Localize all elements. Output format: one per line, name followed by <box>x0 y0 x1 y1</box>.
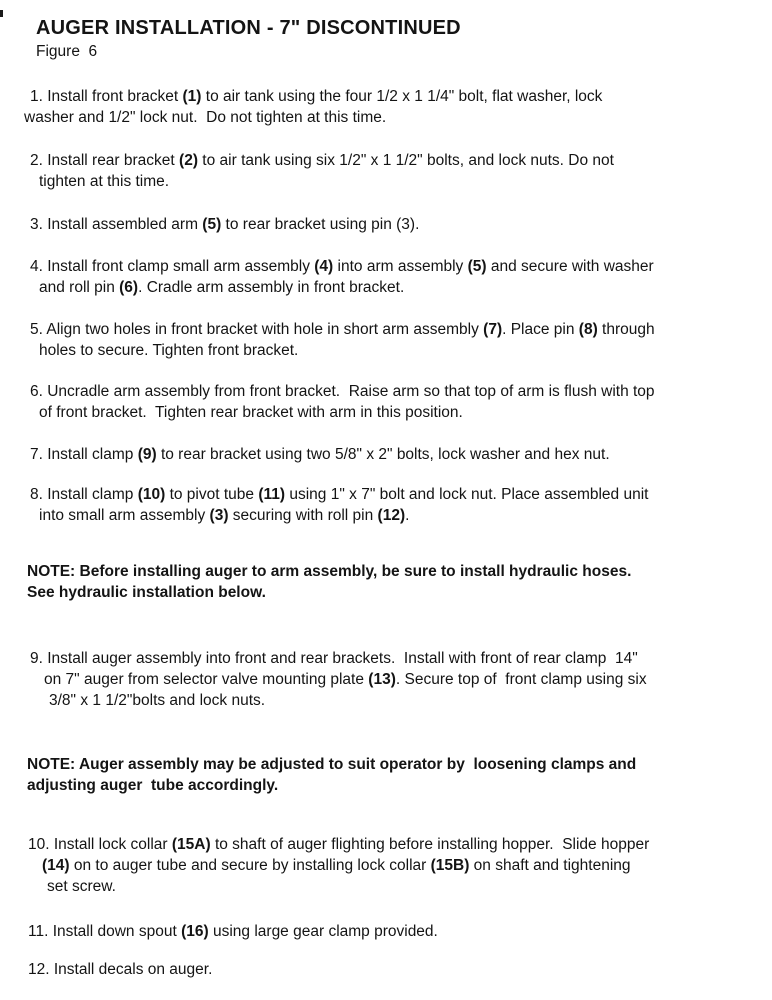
step-10-line: 10. Install lock collar (15A) to shaft of auger flighting before installing hopper. Slide hopper <box>28 836 650 853</box>
note-adjust-clamps-line: NOTE: Auger assembly may be adjusted to suit operator by loosening clamps and <box>27 756 637 773</box>
step-1 <box>24 86 746 128</box>
note-adjust-clamps-line: adjusting auger tube accordingly. <box>27 777 279 794</box>
step-9 <box>30 648 746 711</box>
step-7 <box>30 444 746 465</box>
step-11-line: 11. Install down spout (16) using large gear clamp provided. <box>28 923 438 940</box>
step-7-line: 7. Install clamp (9) to rear bracket using two 5/8" x 2" bolts, lock washer and hex nut. <box>30 446 610 463</box>
note-hydraulic-hoses-line: See hydraulic installation below. <box>27 584 266 601</box>
step-4 <box>30 256 746 298</box>
page-title: AUGER INSTALLATION - 7" DISCONTINUED <box>36 17 461 39</box>
figure-label: Figure 6 <box>36 43 98 60</box>
step-9-line: on 7" auger from selector valve mounting plate (13). Secure top of front clamp using six <box>44 671 647 688</box>
step-11 <box>30 921 746 942</box>
step-10 <box>30 834 746 897</box>
step-10-line: set screw. <box>47 878 116 895</box>
step-12 <box>30 959 746 980</box>
step-12-line: 12. Install decals on auger. <box>28 961 213 978</box>
step-3-line: 3. Install assembled arm (5) to rear bracket using pin (3). <box>30 216 420 233</box>
step-1-line: washer and 1/2" lock nut. Do not tighten at this time. <box>24 109 387 126</box>
step-5-line: 5. Align two holes in front bracket with hole in short arm assembly (7). Place pin (8) through <box>30 321 655 338</box>
step-8-line: 8. Install clamp (10) to pivot tube (11) using 1" x 7" bolt and lock nut. Place assembled unit <box>30 486 649 503</box>
step-2 <box>30 150 746 192</box>
step-5-line: holes to secure. Tighten front bracket. <box>39 342 299 359</box>
step-6-line: 6. Uncradle arm assembly from front bracket. Raise arm so that top of arm is flush with top <box>30 383 655 400</box>
scan-artifact <box>0 10 3 17</box>
step-2-line: tighten at this time. <box>39 173 170 190</box>
step-10-line: (14) on to auger tube and secure by installing lock collar (15B) on shaft and tightening <box>42 857 631 874</box>
step-8-line: into small arm assembly (3) securing with roll pin (12). <box>39 507 410 524</box>
instruction-list <box>24 86 746 980</box>
step-4-line: 4. Install front clamp small arm assembly (4) into arm assembly (5) and secure with washer <box>30 258 654 275</box>
step-6 <box>30 381 746 423</box>
step-9-line: 9. Install auger assembly into front and rear brackets. Install with front of rear clamp 14" <box>30 650 638 667</box>
step-4-line: and roll pin (6). Cradle arm assembly in front bracket. <box>39 279 405 296</box>
step-5 <box>30 319 746 361</box>
step-6-line: of front bracket. Tighten rear bracket with arm in this position. <box>39 404 463 421</box>
step-3 <box>30 214 746 235</box>
step-2-line: 2. Install rear bracket (2) to air tank using six 1/2" x 1 1/2" bolts, and lock nuts. Do not <box>30 152 614 169</box>
note-hydraulic-hoses-line: NOTE: Before installing auger to arm assembly, be sure to install hydraulic hoses. <box>27 563 632 580</box>
step-1-line: 1. Install front bracket (1) to air tank using the four 1/2 x 1 1/4" bolt, flat washer, lock <box>30 88 603 105</box>
note-hydraulic-hoses <box>27 561 746 603</box>
step-9-line: 3/8" x 1 1/2"bolts and lock nuts. <box>49 692 266 709</box>
note-adjust-clamps <box>27 754 746 796</box>
step-8 <box>30 484 746 526</box>
